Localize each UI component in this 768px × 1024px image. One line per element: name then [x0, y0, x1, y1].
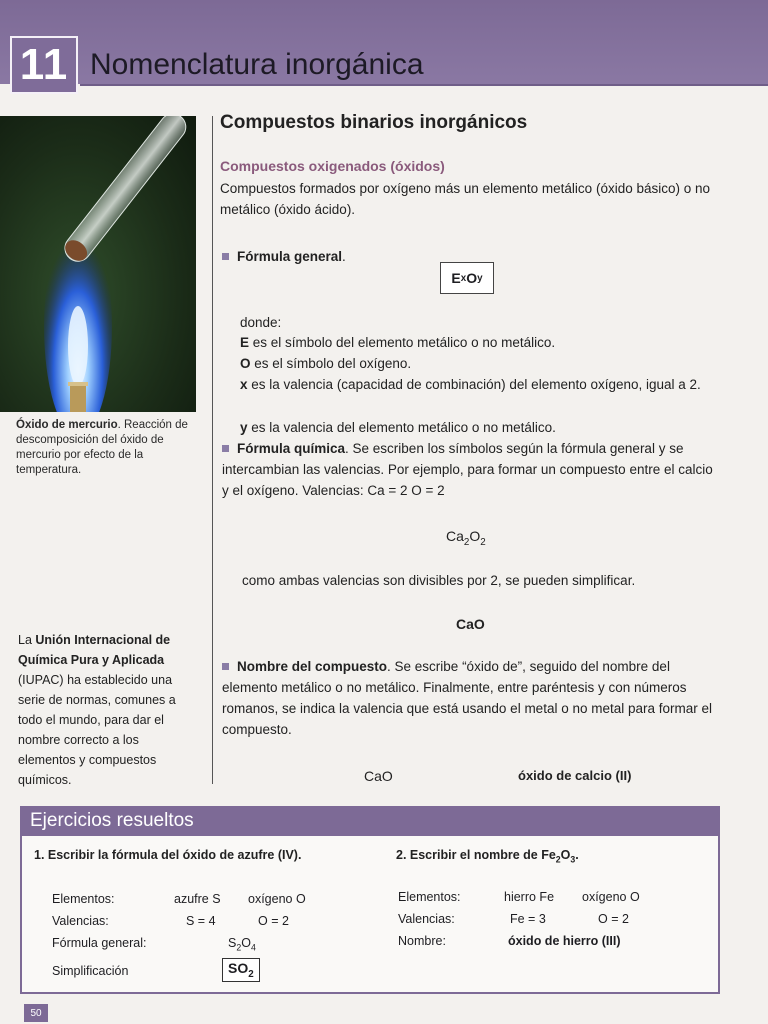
- ex2-nombre: óxido de hierro (III): [508, 934, 621, 948]
- ex2-valencias-label: Valencias:: [398, 912, 455, 926]
- iupac-pre: La: [18, 633, 36, 647]
- ex2-elem-b: oxígeno O: [582, 890, 640, 904]
- chapter-number: 11: [10, 36, 78, 94]
- flame-illustration: [0, 116, 196, 412]
- iupac-bold: Unión Internacional de Química Pura y Aplicada: [18, 633, 171, 667]
- ex1-elem-a: azufre S: [174, 892, 221, 906]
- example-left: CaO: [364, 768, 393, 784]
- ex1-formula-label: Fórmula general:: [52, 936, 147, 950]
- iupac-note: [18, 630, 198, 790]
- intro-paragraph: Compuestos formados por oxígeno más un elemento metálico (óxido básico) o no metálico (óxido ácido).: [220, 181, 711, 217]
- simplified-formula: CaO: [456, 616, 485, 632]
- section-subtitle: Compuestos oxigenados (óxidos): [220, 158, 445, 174]
- ex2-val-a: Fe = 3: [510, 912, 546, 926]
- formula-general-label: Fórmula general.: [222, 246, 346, 267]
- formula-general-box: E x O y: [440, 262, 494, 294]
- example-right: óxido de calcio (II): [518, 768, 632, 783]
- def-x: x es la valencia (capacidad de combinación) del elemento oxígeno, igual a 2.: [240, 377, 701, 392]
- photo-caption: [16, 418, 198, 478]
- column-divider: [212, 116, 213, 784]
- def-e: E es el símbolo del elemento metálico o no metálico.: [240, 335, 556, 350]
- example-formula: $Ca_2O_2$: [446, 528, 486, 548]
- simplify-text: como ambas valencias son divisibles por 2, se pueden simplificar.: [242, 573, 636, 588]
- exercises-title: Ejercicios resueltos: [20, 806, 720, 836]
- nombre-paragraph: Nombre del compuesto. Se escribe “óxido de”, seguido del nombre del elemento metálico o no metálico. Finalmente, entre paréntesis y con números romanos, se indica la valencia que está usando el metal o no metal para formar el compuesto.: [222, 656, 718, 740]
- ex1-simp-label: Simplificación: [52, 964, 129, 978]
- caption-bold: Óxido de mercurio: [16, 419, 118, 431]
- mercury-oxide-photo: [0, 116, 196, 412]
- chapter-title: Nomenclatura inorgánica: [90, 48, 424, 81]
- section-title: Compuestos binarios inorgánicos: [220, 112, 528, 133]
- page-number: 50: [24, 1004, 48, 1022]
- ex2-val-b: O = 2: [598, 912, 629, 926]
- exercises-box: [20, 836, 720, 994]
- caption-text: . Reacción de descomposición del óxido de mercurio por efecto de la temperatura.: [16, 419, 188, 476]
- formula-quimica-paragraph: Fórmula química. Se escriben los símbolos según la fórmula general y se intercambian las valencias. Por ejemplo, para formar un compuesto entre el calcio y el oxígeno. Valencias: Ca = 2 O = 2: [222, 438, 718, 501]
- ex1-val-b: O = 2: [258, 914, 289, 928]
- ex2-elem-a: hierro Fe: [504, 890, 555, 904]
- ex1-elementos-label: Elementos:: [52, 892, 115, 906]
- ex2-nombre-label: Nombre:: [398, 934, 446, 948]
- ex2-elementos-label: Elementos:: [398, 890, 461, 904]
- ex1-valencias-label: Valencias:: [52, 914, 109, 928]
- ex2-heading: 2. Escribir el nombre de $Fe_2O_3$.: [396, 848, 579, 865]
- ex1-val-a: S = 4: [186, 914, 216, 928]
- ex1-simp-box: $SO_2$: [222, 958, 260, 982]
- ex1-elem-b: oxígeno O: [248, 892, 306, 906]
- ex1-heading: 1. Escribir la fórmula del óxido de azufre (IV).: [34, 848, 302, 862]
- iupac-text: (IUPAC) ha establecido una serie de normas, comunes a todo el mundo, para dar el nombre correcto a los elementos y compuestos químicos.: [18, 673, 176, 787]
- title-divider: [80, 84, 768, 86]
- def-o: O es el símbolo del oxígeno.: [240, 356, 412, 371]
- donde-label: donde:: [240, 315, 282, 330]
- def-y: y es la valencia del elemento metálico o no metálico.: [240, 420, 556, 435]
- ex1-formula: $S_2O_4$: [228, 936, 256, 953]
